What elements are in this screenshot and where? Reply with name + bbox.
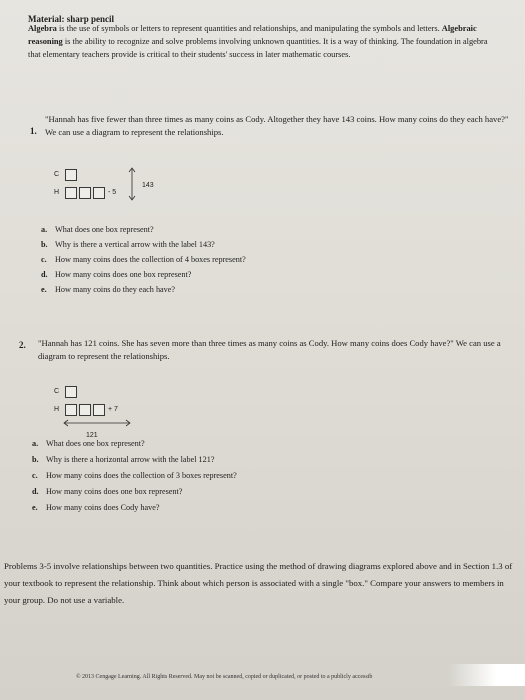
q2-sub-letter: d. <box>32 487 39 496</box>
q1-c-label: C <box>54 171 60 178</box>
q2-prompt: "Hannah has 121 coins. She has seven more than three times as many coins as Cody. How many coins does Cody have?" We can use a diagram to represent the relationships. <box>38 338 501 361</box>
q2-plus-label: + 7 <box>108 406 118 413</box>
q1-prompt: "Hannah has five fewer than three times as many coins as Cody. Altogether they have 143 coins. How many coins do they each have?" We can use a diagram to represent the relationships. <box>45 114 509 137</box>
material-line: Material: sharp pencil <box>28 14 114 24</box>
q2-sub-text: Why is there a horizontal arrow with the label 121? <box>46 455 215 464</box>
glare-overlay <box>448 664 525 686</box>
q2-h-label: H <box>54 406 60 413</box>
q2-sub-letter: b. <box>32 455 39 464</box>
q1-sub-text: Why is there a vertical arrow with the label 143? <box>55 240 215 249</box>
q2-hannah-box-3 <box>93 404 105 416</box>
q2-sub-2 <box>32 468 237 484</box>
q1-diagram <box>54 168 174 204</box>
q2-sub-0 <box>32 436 237 452</box>
q2-sub-text: What does one box represent? <box>46 439 145 448</box>
q1-sub-letter: e. <box>41 285 47 294</box>
q1-sub-2 <box>41 252 246 267</box>
q1-h-label: H <box>54 189 60 196</box>
q1-sub-3 <box>41 267 246 282</box>
term-algebraic-reasoning: Algebraic reasoning <box>28 24 477 46</box>
q2-sub-letter: e. <box>32 503 38 512</box>
q2-sub-text: How many coins does the collection of 3 boxes represent? <box>46 471 237 480</box>
q2-number: 2. <box>19 340 26 350</box>
q1-sub-letter: c. <box>41 255 47 264</box>
problems-3-5-instructions: Problems 3-5 involve relationships between two quantities. Practice using the method of drawing diagrams explored above and in Section 1.3 of your textbook to represent the relationship. Think about which person is associated with a single "box." Compare your answers to members in your group. Do not use a variable. <box>4 561 513 605</box>
q1-sub-letter: b. <box>41 240 48 249</box>
q2-sub-text: How many coins does Cody have? <box>46 503 160 512</box>
q1-sub-letter: a. <box>41 225 48 234</box>
q1-sub-text: How many coins do they each have? <box>55 285 176 294</box>
q2-sub-letter: a. <box>32 439 39 448</box>
q2-hannah-box-1 <box>65 404 77 416</box>
copyright-footer: © 2013 Cengage Learning. All Rights Reserved. May not be scanned, copied or duplicated, or posted to a publicly accessib <box>76 674 373 680</box>
q1-subquestions <box>41 222 246 297</box>
q2-sub-text: How many coins does one box represent? <box>46 487 183 496</box>
q1-cody-box <box>65 169 77 181</box>
q1-minus-label: - 5 <box>108 189 117 196</box>
q2-sub-4 <box>32 500 237 516</box>
intro-paragraph <box>28 22 500 61</box>
q2-hannah-box-2 <box>79 404 91 416</box>
q1-hannah-box-2 <box>79 187 91 199</box>
q1-number: 1. <box>30 126 37 136</box>
q1-sub-text: How many coins does one box represent? <box>55 270 192 279</box>
q1-sub-0 <box>41 222 246 237</box>
q1-vertical-arrow <box>127 166 137 202</box>
q1-sub-text: What does one box represent? <box>55 225 154 234</box>
q2-horizontal-arrow <box>62 418 132 428</box>
term-algebra: Algebra <box>28 24 57 33</box>
q1-hannah-box-1 <box>65 187 77 199</box>
q2-total-label: 121 <box>86 432 98 439</box>
q2-c-label: C <box>54 388 60 395</box>
q2-sub-letter: c. <box>32 471 38 480</box>
q1-sub-4 <box>41 282 246 297</box>
q1-hannah-box-3 <box>93 187 105 199</box>
q1-sub-1 <box>41 237 246 252</box>
q2-cody-box <box>65 386 77 398</box>
q2-subquestions <box>32 436 237 516</box>
q2-sub-3 <box>32 484 237 500</box>
intro-text-1: is the use of symbols or letters to represent quantities and relationships, and manipulating the symbols and letters. <box>56 24 442 33</box>
q1-total-label: 143 <box>142 182 154 189</box>
q1-sub-letter: d. <box>41 270 48 279</box>
intro-text-2: is the ability to recognize and solve problems involving unknown quantities. It is a way of thinking. The foundation in algebra that elementary teachers provide is critical to their students' success in later mathematic courses. <box>28 37 488 59</box>
q1-sub-text: How many coins does the collection of 4 boxes represent? <box>55 255 246 264</box>
q2-sub-1 <box>32 452 237 468</box>
